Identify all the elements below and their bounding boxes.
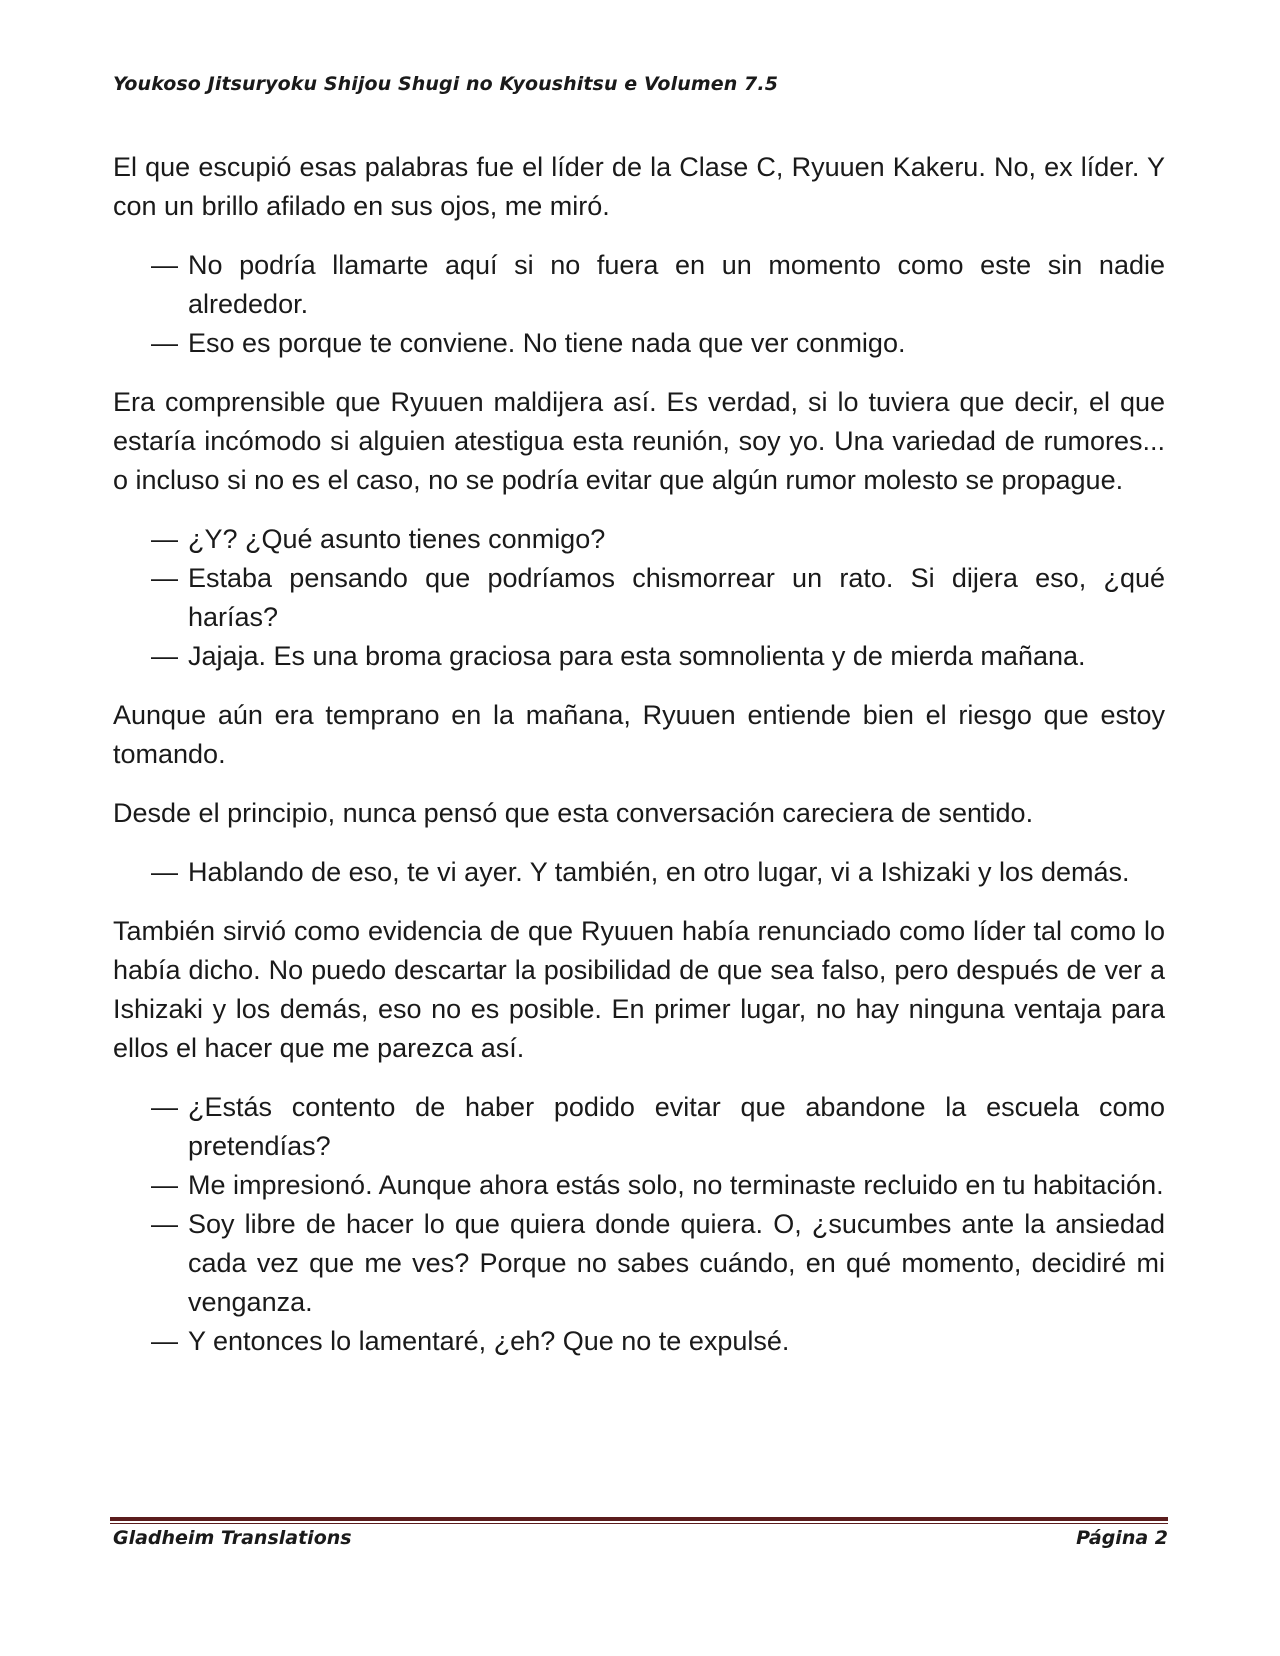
dialogue-text: Soy libre de hacer lo que quiera donde quiera. O, ¿sucumbes ante la ansiedad cada vez que me ves? Porque no sabes cuándo, en qué momento, decidiré mi venganza. [188,1209,1165,1317]
dialogue-line [113,559,1165,637]
dialogue-text: Eso es porque te conviene. No tiene nada que ver conmigo. [188,328,906,358]
footer-divider-thin [110,1523,1168,1524]
dialogue-line [113,1166,1165,1205]
dialogue-group [113,520,1165,676]
dialogue-group [113,853,1165,892]
narrative-paragraph: Aunque aún era temprano en la mañana, Ryuuen entiende bien el riesgo que estoy tomando. [113,700,1165,769]
dialogue-text: Hablando de eso, te vi ayer. Y también, en otro lugar, vi a Ishizaki y los demás. [188,857,1130,887]
dialogue-line [113,246,1165,324]
dialogue-line [113,324,1165,363]
em-dash-marker: — [151,1092,178,1122]
narrative-paragraph: Era comprensible que Ryuuen maldijera así. Es verdad, si lo tuviera que decir, el que estaría incómodo si alguien atestigua esta reunión, soy yo. Una variedad de rumores... o incluso si no es el caso, no se podría evitar que algún rumor molesto se propague. [113,387,1165,495]
footer-divider-thick [110,1517,1168,1521]
em-dash-marker: — [151,250,178,280]
dialogue-text: Jajaja. Es una broma graciosa para esta somnolienta y de mierda mañana. [188,641,1086,671]
dialogue-line [113,637,1165,676]
dialogue-text: Y entonces lo lamentaré, ¿eh? Que no te expulsé. [188,1326,790,1356]
narrative-paragraph: También sirvió como evidencia de que Ryuuen había renunciado como líder tal como lo había dicho. No puedo descartar la posibilidad de que sea falso, pero después de ver a Ishizaki y los demás, eso no es posible. En primer lugar, no hay ninguna ventaja para ellos el hacer que me parezca así. [113,916,1165,1063]
dialogue-line [113,1322,1165,1361]
em-dash-marker: — [151,857,178,887]
em-dash-marker: — [151,563,178,593]
dialogue-line [113,1088,1165,1166]
footer-publisher: Gladheim Translations [113,1527,352,1549]
em-dash-marker: — [151,524,178,554]
em-dash-marker: — [151,641,178,671]
em-dash-marker: — [151,1326,178,1356]
footer-divider [110,1517,1168,1524]
dialogue-line [113,1205,1165,1322]
dialogue-text: No podría llamarte aquí si no fuera en un momento como este sin nadie alrededor. [188,250,1165,319]
footer-page-number: Página 2 [1076,1527,1168,1549]
narrative-paragraph: Desde el principio, nunca pensó que esta conversación careciera de sentido. [113,798,1034,828]
dialogue-text: Estaba pensando que podríamos chismorrear un rato. Si dijera eso, ¿qué harías? [188,563,1165,632]
dialogue-text: ¿Y? ¿Qué asunto tienes conmigo? [188,524,606,554]
dialogue-line [113,853,1165,892]
running-header-title: Youkoso Jitsuryoku Shijou Shugi no Kyoushitsu e Volumen 7.5 [113,73,779,95]
page-body [113,148,1165,1381]
dialogue-group [113,1088,1165,1361]
em-dash-marker: — [151,1170,178,1200]
dialogue-text: ¿Estás contento de haber podido evitar que abandone la escuela como pretendías? [188,1092,1165,1161]
dialogue-line [113,520,1165,559]
dialogue-group [113,246,1165,363]
narrative-paragraph: El que escupió esas palabras fue el líder de la Clase C, Ryuuen Kakeru. No, ex líder. Y con un brillo afilado en sus ojos, me miró. [113,152,1165,221]
em-dash-marker: — [151,1209,178,1239]
dialogue-text: Me impresionó. Aunque ahora estás solo, no terminaste recluido en tu habitación. [188,1170,1164,1200]
em-dash-marker: — [151,328,178,358]
